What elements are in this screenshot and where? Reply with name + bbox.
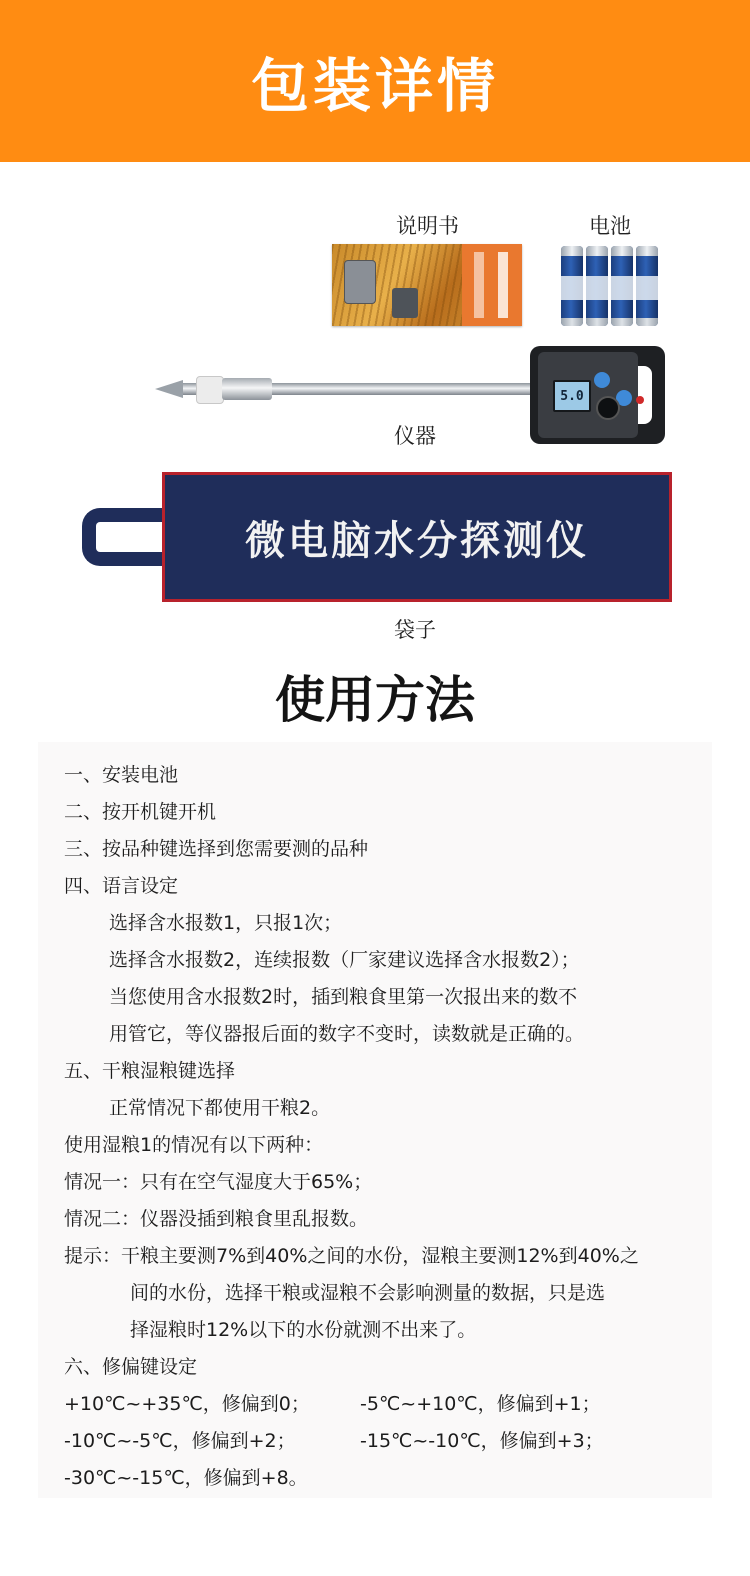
bag-image — [162, 472, 672, 602]
bag-handle — [82, 508, 174, 566]
instruction-line: 情况一：只有在空气湿度大于65%； — [64, 1171, 373, 1193]
bag-print: 微电脑水分探测仪 — [245, 517, 589, 564]
offset-setting: -30℃~-15℃，修偏到+8。 — [64, 1467, 308, 1489]
instruction-line: 二、按开机键开机 — [64, 801, 217, 823]
instruction-line: 当您使用含水报数2时，插到粮食里第一次报出来的数不 — [109, 986, 578, 1008]
instruction-line: 使用湿粮1的情况有以下两种： — [64, 1134, 324, 1156]
header-banner — [0, 0, 750, 162]
instruction-line: 择湿粮时12%以下的水份就测不出来了。 — [130, 1319, 477, 1341]
offset-setting: +10℃~+35℃，修偏到0； — [64, 1393, 310, 1415]
battery-label: 电池 — [589, 214, 631, 238]
instruction-line: 用管它，等仪器报后面的数字不变时，读数就是正确的。 — [109, 1023, 585, 1045]
instruction-line: 间的水份，选择干粮或湿粮不会影响测量的数据，只是选 — [130, 1282, 606, 1304]
instruction-line: 五、干粮湿粮键选择 — [64, 1060, 236, 1082]
instrument-label: 仪器 — [394, 424, 436, 448]
meter-display: 5.0 — [553, 380, 591, 412]
header-title: 包装详情 — [250, 52, 499, 120]
instruction-line: 六、修偏键设定 — [64, 1356, 198, 1378]
power-button-icon — [596, 396, 620, 420]
manual-label: 说明书 — [396, 214, 459, 238]
bag-label: 袋子 — [394, 618, 436, 642]
usage-title: 使用方法 — [275, 671, 475, 729]
meter-button-icon — [594, 372, 610, 388]
instruction-line: 提示：干粮主要测7%到40%之间的水份，湿粮主要测12%到40%之 — [64, 1245, 639, 1267]
instruction-line: 三、按品种键选择到您需要测的品种 — [64, 838, 369, 860]
instruction-line: 情况二：仪器没插到粮食里乱报数。 — [64, 1208, 369, 1230]
instruction-line: 正常情况下都使用干粮2。 — [109, 1097, 331, 1119]
manual-image — [332, 244, 522, 326]
offset-setting: -10℃~-5℃，修偏到+2； — [64, 1430, 296, 1452]
instruction-line: 一、安装电池 — [64, 764, 179, 786]
offset-setting: -15℃~-10℃，修偏到+3； — [360, 1430, 604, 1452]
instruction-line: 选择含水报数1，只报1次； — [109, 912, 343, 934]
indicator-light-icon — [636, 396, 644, 404]
instruction-line: 选择含水报数2，连续报数（厂家建议选择含水报数2）； — [109, 949, 580, 971]
instruction-line: 四、语言设定 — [64, 875, 179, 897]
offset-setting: -5℃~+10℃，修偏到+1； — [360, 1393, 601, 1415]
